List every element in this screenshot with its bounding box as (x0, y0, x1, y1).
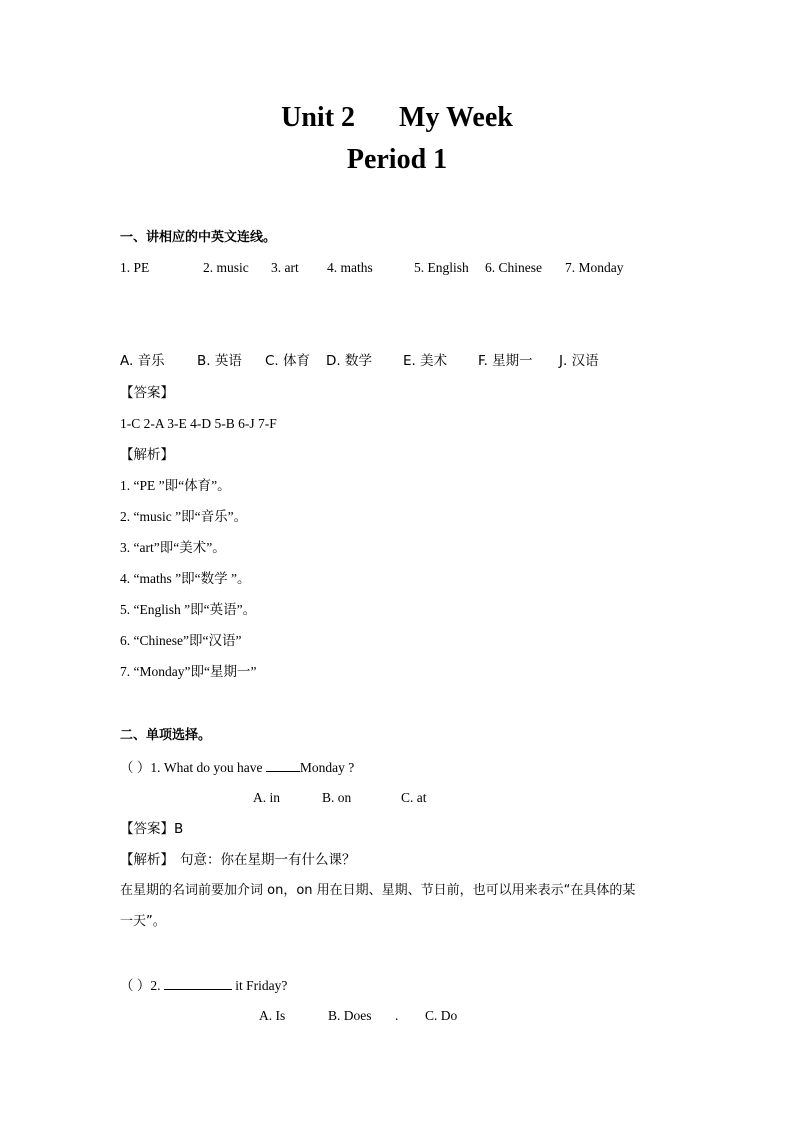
answer-label: 【答案】 (120, 385, 174, 401)
question-1 (120, 758, 354, 777)
analysis-line: 7. “Monday”即“星期一” (120, 664, 257, 679)
option-item: B. 英语 (197, 353, 242, 369)
choice-c: C. Do (425, 1008, 458, 1023)
answer-blank (266, 758, 300, 772)
question-text: it Friday? (231, 978, 288, 993)
question-text: Monday ? (299, 760, 355, 775)
answer-blank (164, 976, 232, 990)
stray-mark: . (395, 1008, 399, 1023)
analysis-line: 4. “maths ”即“数学 ”。 (120, 571, 251, 586)
analysis-line: 5. “English ”即“英语”。 (120, 602, 257, 617)
option-item: E. 美术 (403, 353, 448, 369)
choice-b: B. on (322, 790, 352, 805)
word-item: 4. maths (327, 260, 373, 275)
analysis-line: 6. “Chinese”即“汉语” (120, 633, 242, 648)
option-item: C. 体育 (265, 353, 311, 369)
choice-a: A. in (253, 790, 280, 805)
analysis-line: 1. “PE ”即“体育”。 (120, 478, 231, 493)
question-text: 2. (150, 978, 164, 993)
analysis-label: 【解析】 (120, 852, 174, 868)
word-item: 3. art (271, 260, 299, 275)
option-item: F. 星期一 (478, 353, 533, 369)
choice-c: C. at (401, 790, 427, 805)
section1-heading: 一、讲相应的中英文连线。 (120, 230, 277, 245)
word-item: 6. Chinese (485, 260, 542, 275)
answer-paren: （ ） (120, 978, 151, 993)
option-item: D. 数学 (326, 353, 372, 369)
question-text: 1. What do you have (150, 760, 266, 775)
q1-explain-line: 在星期的名词前要加介词 on，on 用在日期、星期、节日前，也可以用来表示“在具体的某 (120, 883, 636, 898)
answer-text: 1-C 2-A 3-E 4-D 5-B 6-J 7-F (120, 416, 277, 431)
choice-a: A. Is (259, 1008, 286, 1023)
analysis-line: 3. “art”即“美术”。 (120, 540, 226, 555)
word-item: 2. music (203, 260, 249, 275)
word-item: 7. Monday (565, 260, 624, 275)
q1-explain-line: 一天”。 (120, 914, 166, 929)
choice-b: B. Does (328, 1008, 372, 1023)
q1-answer: 【答案】B (120, 821, 184, 837)
analysis-label: 【解析】 (120, 447, 174, 463)
analysis-text: 句意：你在星期一有什么课？ (180, 852, 356, 868)
section2-heading: 二、单项选择。 (120, 728, 212, 743)
unit-title (0, 101, 794, 135)
answer-paren: （ ） (120, 760, 151, 775)
q1-analysis (120, 851, 356, 869)
word-item: 1. PE (120, 260, 150, 275)
unit-number: Unit 2 (281, 102, 356, 133)
analysis-line: 2. “music ”即“音乐”。 (120, 509, 248, 524)
word-item: 5. English (414, 260, 469, 275)
option-item: A. 音乐 (120, 353, 165, 369)
question-2 (120, 976, 287, 995)
option-item: J. 汉语 (559, 353, 599, 369)
unit-topic: My Week (399, 102, 513, 133)
period-title: Period 1 (346, 144, 448, 175)
